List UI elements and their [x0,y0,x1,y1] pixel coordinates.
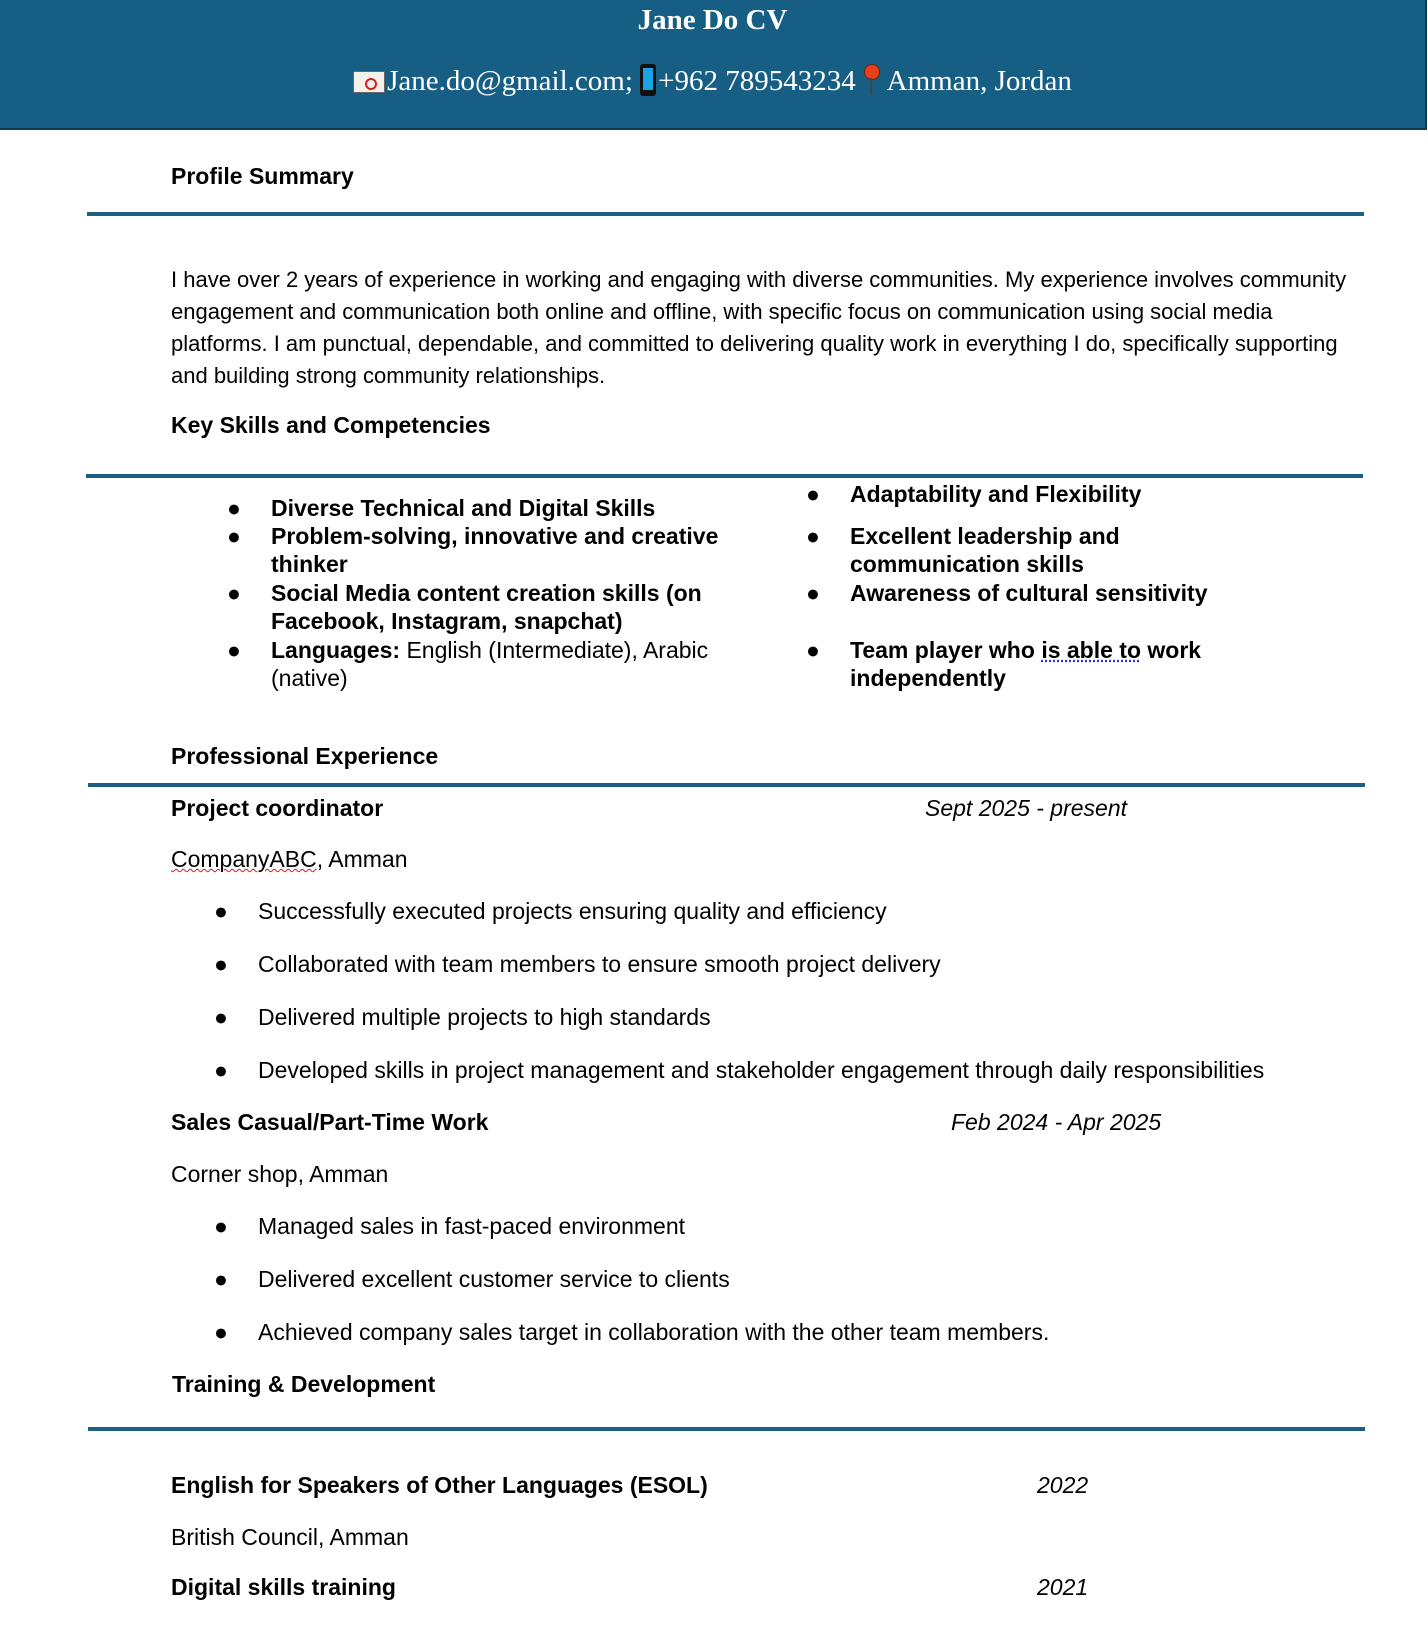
skill-item: ● Awareness of cultural sensitivity [806,580,1208,606]
job-organization: Corner shop, Amman [171,1161,389,1187]
cv-title: Jane Do CV [637,4,788,36]
skill-item: ● Adaptability and Flexibility [806,481,1142,507]
skill-item: ● Social Media content creation skills (on Facebook, Instagram, snapchat) [227,580,702,634]
list-item: ● Delivered multiple projects to high standards [214,1004,711,1030]
location-text: Amman, Jordan [886,65,1072,97]
list-item: ● Managed sales in fast-paced environment [214,1213,686,1239]
profile-text: I have over 2 years of experience in working and engaging with diverse communities. My experience involves community engagement and communication both online and offline, with specific focus on communication using social media platforms. I am punctual, dependable, and committed to delivering quality work in everything I do, specifically supporting and building strong community relationships. [171,267,1347,388]
section-divider [86,474,1363,478]
training-title: Digital skills training [171,1574,396,1600]
profile-heading: Profile Summary [171,163,354,189]
envelope-icon [353,71,385,93]
training-organization: British Council, Amman [171,1524,409,1550]
skill-item-team: ● Team player who is able to work independently [806,637,1202,691]
job-date: Feb 2024 - Apr 2025 [951,1109,1162,1135]
section-divider [87,212,1364,216]
list-item: ● Achieved company sales target in collaboration with the other team members. [214,1319,1050,1345]
job-organization: CompanyABC, Amman [171,846,408,872]
training-date: 2022 [1037,1472,1089,1498]
training-title: English for Speakers of Other Languages (ESOL) [171,1472,708,1498]
mobile-phone-icon [640,64,656,96]
email-text: Jane.do@gmail.com; [387,65,633,97]
list-item: ● Collaborated with team members to ensure smooth project delivery [214,951,941,977]
skill-item: ● Problem-solving, innovative and creative thinker [227,523,719,577]
section-divider [88,1427,1365,1431]
list-item: ● Delivered excellent customer service to clients [214,1266,730,1292]
phone-text: +962 789543234 [658,65,856,97]
list-item: ● Developed skills in project management and stakeholder engagement through daily responsibilities [214,1057,1265,1083]
job-title: Project coordinator [171,795,384,821]
section-divider [88,783,1365,787]
experience-heading: Professional Experience [171,743,439,769]
skill-item: ● Diverse Technical and Digital Skills [227,495,656,521]
skill-item: ● Excellent leadership and communication skills [806,523,1120,577]
job-date: Sept 2025 - present [925,795,1128,821]
cv-header [0,0,1427,130]
skills-heading: Key Skills and Competencies [171,412,491,438]
list-item: ● Successfully executed projects ensuring quality and efficiency [214,898,887,924]
contact-line [0,64,1425,98]
skill-item-languages: ● Languages: English (Intermediate), Arabic (native) [227,637,709,691]
training-heading: Training & Development [172,1371,436,1397]
job-title: Sales Casual/Part-Time Work [171,1109,489,1135]
location-pin-icon [863,64,879,96]
training-date: 2021 [1037,1574,1089,1600]
